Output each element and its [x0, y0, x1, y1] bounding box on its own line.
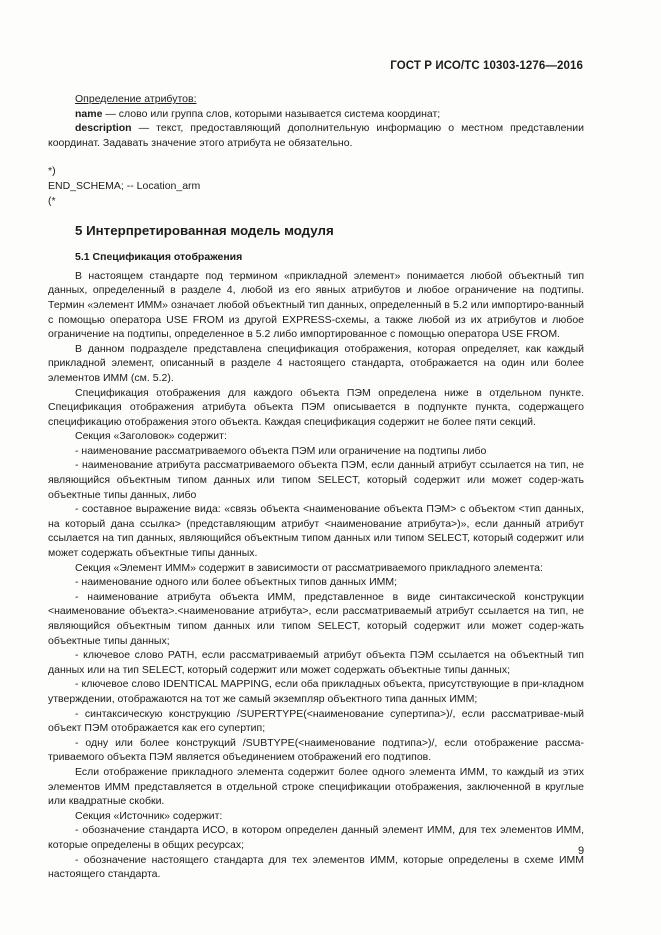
aim-section-title: Секция «Элемент ИММ» содержит в зависимости от рассматриваемого прикладного элемента:	[75, 561, 543, 574]
subsection-heading: 5.1 Спецификация отображения	[75, 251, 243, 264]
paragraph-multiple-elements: Если отображение прикладного элемента содержит более одного элемента ИММ, то каждый из этих элементов ИММ представляется в отдельной строке спецификации отображения, заключенной в круглые или квадратные скобки.	[48, 765, 584, 808]
section-heading: 5 Интерпретированная модель модуля	[75, 223, 334, 239]
list-item: - обозначение настоящего стандарта для тех элементов ИММ, которые определены в схеме ИММ настоящего стандарта.	[48, 853, 584, 881]
paragraph-mapping-structure: Спецификация отображения для каждого объекта ПЭМ определена ниже в отдельном пункте. Спецификация отображения атрибута объекта ПЭМ описывается в подпункте пункта, содержащего спецификацию отображения этого объекта. Каждая спецификация содержит не более пяти секций.	[48, 386, 584, 428]
list-item: - наименование атрибута объекта ИММ, представленное в виде синтаксической конструкции <наименование объекта>.<наименование атрибута>, если рассматриваемый атрибут ссылается на тип, не являющийся объектным типом данных или типом SELECT, который содержит или может содер-жать объектные типы данных;	[48, 590, 584, 647]
list-item: - ключевое слово IDENTICAL MAPPING, если оба прикладных объекта, присутствующие в при-кладном утверждении, отображаются на тот же самый экземпляр объектного типа данных ИММ;	[48, 678, 584, 705]
code-line-end-schema: END_SCHEMA; -- Location_arm	[48, 179, 201, 192]
attribute-description-term: description	[75, 122, 132, 135]
attribute-name-term: name	[75, 107, 103, 120]
page-body	[48, 92, 584, 882]
list-item: - наименование одного или более объектных типов данных ИММ;	[75, 576, 398, 589]
code-line-close-comment: *)	[48, 165, 56, 178]
paragraph-definitions: В настоящем стандарте под термином «прикладной элемент» понимается любой объектный тип данных, определенный в разделе 4, любой из его явных атрибутов и любое ограничение на подтипы. Термин «элемент ИММ» означает любой объектный тип данных, определенный в 5.2 или импортиро-ванный с помощью оператора USE FROM из другой EXPRESS-схемы, а также любой из их атрибутов и любое ограничение на подтипы, определенное в 5.2 либо импортированное с помощью оператора USE FROM.	[48, 269, 584, 341]
attributes-title: Определение атрибутов:	[75, 93, 197, 105]
paragraph-mapping-intro: В данном подразделе представлена спецификация отображения, которая определяет, как каждый прикладной элемент, описанный в разделе 4 настоящего стандарта, отображается на один или более элементов ИММ (см. 5.2).	[48, 342, 584, 384]
source-section-title: Секция «Источник» содержит:	[75, 809, 223, 822]
attribute-description-definition: description — текст, предоставляющий дополнительную информацию о местном представлении координат. Задавать значение этого атрибута не обязательно.	[48, 122, 584, 149]
code-line-open-comment: (*	[48, 194, 56, 207]
list-item: - составное выражение вида: «связь объекта <наименование объекта ПЭМ> с объектом <тип данных, на который дана ссылка> (представляющим атрибут <наименование атрибута>)», если данный атрибут ссылается на тип данных, являющийся объектным типом данных или типом SELECT, который содержит или может содержать объектные типы данных.	[48, 503, 584, 560]
list-item: - обозначение стандарта ИСО, в котором определен данный элемент ИММ, для тех элементов ИММ, которые определены в общих ресурсах;	[48, 824, 584, 851]
list-item: - наименование рассматриваемого объекта ПЭМ или ограничение на подтипы либо	[75, 444, 487, 457]
attribute-name-definition: name — слово или группа слов, которыми называется система координат;	[75, 107, 441, 120]
list-item: - синтаксическую конструкцию /SUPERTYPE(<наименование супертипа>)/, если рассматривае-мый объект ПЭМ отображается как его супертип;	[48, 707, 584, 735]
list-item: - одну или более конструкций /SUBTYPE(<наименование подтипа>)/, если отображение рассма-триваемого объекта ПЭМ является объединением отображений его подтипов.	[48, 736, 584, 764]
document-code-header: ГОСТ Р ИСО/ТС 10303-1276—2016	[390, 60, 583, 72]
list-item: - ключевое слово PATH, если рассматриваемый атрибут объекта ПЭМ ссылается на объектный тип данных или на тип SELECT, который содержит или может содержать объектные типы данных;	[48, 649, 584, 676]
page-number: 9	[578, 845, 585, 857]
list-item: - наименование атрибута рассматриваемого объекта ПЭМ, если данный атрибут ссылается на тип, не являющийся объектным типом данных или типом SELECT, который содержит или может содер-жать объектные типы данных, либо	[48, 459, 584, 501]
heading-section-title: Секция «Заголовок» содержит:	[75, 430, 227, 443]
